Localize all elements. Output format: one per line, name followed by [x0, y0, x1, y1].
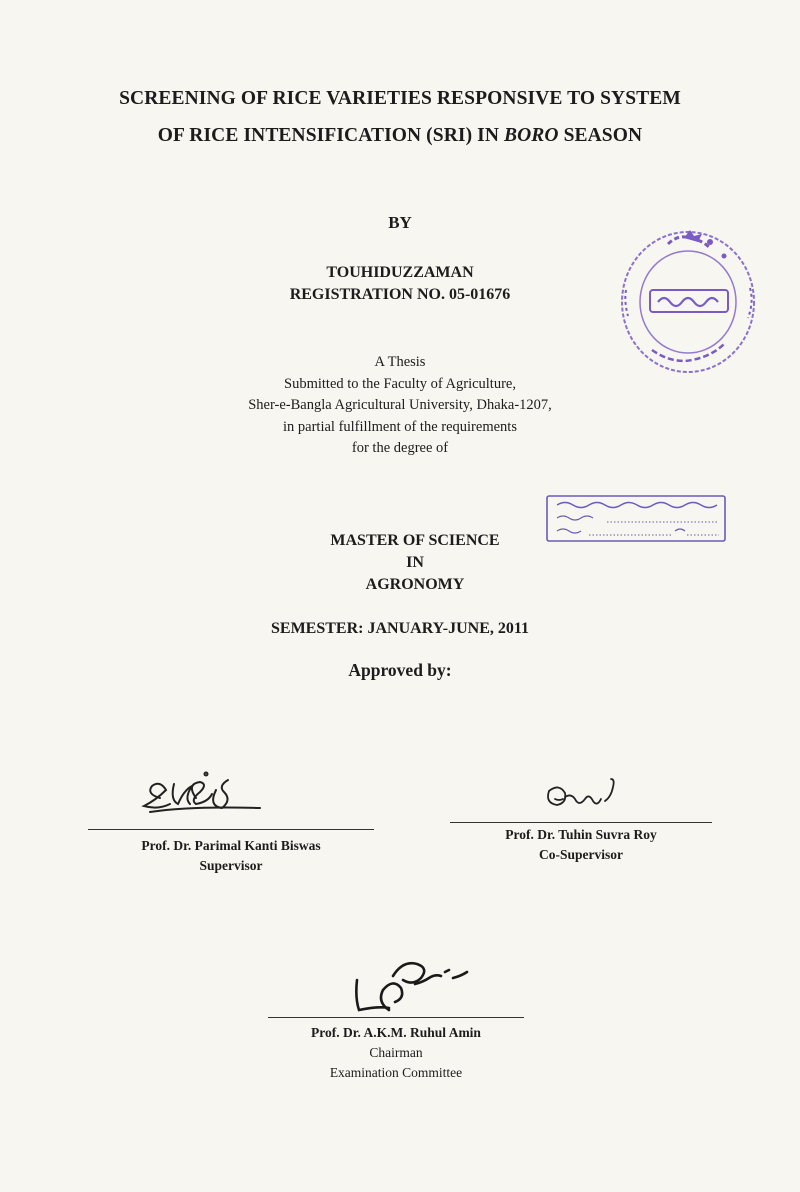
co-supervisor-block	[450, 825, 712, 865]
degree-line-2: IN	[406, 554, 424, 571]
supervisor-block	[88, 836, 374, 876]
committee-name: Examination Committee	[329, 1065, 463, 1080]
thesis-line-1: A Thesis	[374, 354, 426, 370]
co-supervisor-signature	[535, 775, 635, 820]
title-line-2-start: OF RICE INTENSIFICATION (SRI) IN	[157, 125, 505, 146]
thesis-line-3: Sher-e-Bangla Agricultural University, Dhaka-1207,	[248, 397, 552, 413]
approved-by-heading: Approved by:	[348, 660, 452, 680]
chairman-name: Prof. Dr. A.K.M. Ruhul Amin	[311, 1025, 481, 1040]
university-seal-stamp	[612, 220, 762, 380]
thesis-title	[0, 80, 800, 154]
registration-number: REGISTRATION NO. 05-01676	[289, 286, 511, 303]
thesis-line-5: for the degree of	[351, 440, 449, 456]
author-name: TOUHIDUZZAMAN	[326, 264, 474, 281]
degree-line-1: MASTER OF SCIENCE	[330, 532, 500, 549]
co-supervisor-name: Prof. Dr. Tuhin Suvra Roy	[505, 827, 657, 842]
co-supervisor-signature-line	[450, 822, 712, 823]
co-supervisor-role: Co-Supervisor	[539, 847, 623, 862]
degree-line-3: AGRONOMY	[365, 576, 465, 593]
by-label: BY	[388, 213, 412, 232]
chairman-role: Chairman	[369, 1045, 423, 1060]
chairman-signature	[345, 958, 475, 1018]
title-line-1: SCREENING OF RICE VARIETIES RESPONSIVE TO SYSTEM	[119, 88, 681, 109]
title-line-2	[0, 117, 800, 154]
semester-label: SEMESTER: JANUARY-JUNE, 2011	[271, 620, 529, 637]
supervisor-name: Prof. Dr. Parimal Kanti Biswas	[141, 838, 321, 853]
chairman-signature-line	[268, 1017, 524, 1018]
title-line-2-end: SEASON	[558, 125, 643, 146]
supervisor-signature-line	[88, 829, 374, 830]
degree-block	[255, 530, 575, 596]
supervisor-signature	[130, 768, 290, 828]
chairman-block	[268, 1023, 524, 1083]
thesis-line-2: Submitted to the Faculty of Agriculture,	[284, 375, 516, 392]
title-italic-word: BORO	[504, 125, 559, 146]
supervisor-role: Supervisor	[199, 858, 263, 873]
thesis-line-4: in partial fulfillment of the requirements	[283, 418, 517, 435]
